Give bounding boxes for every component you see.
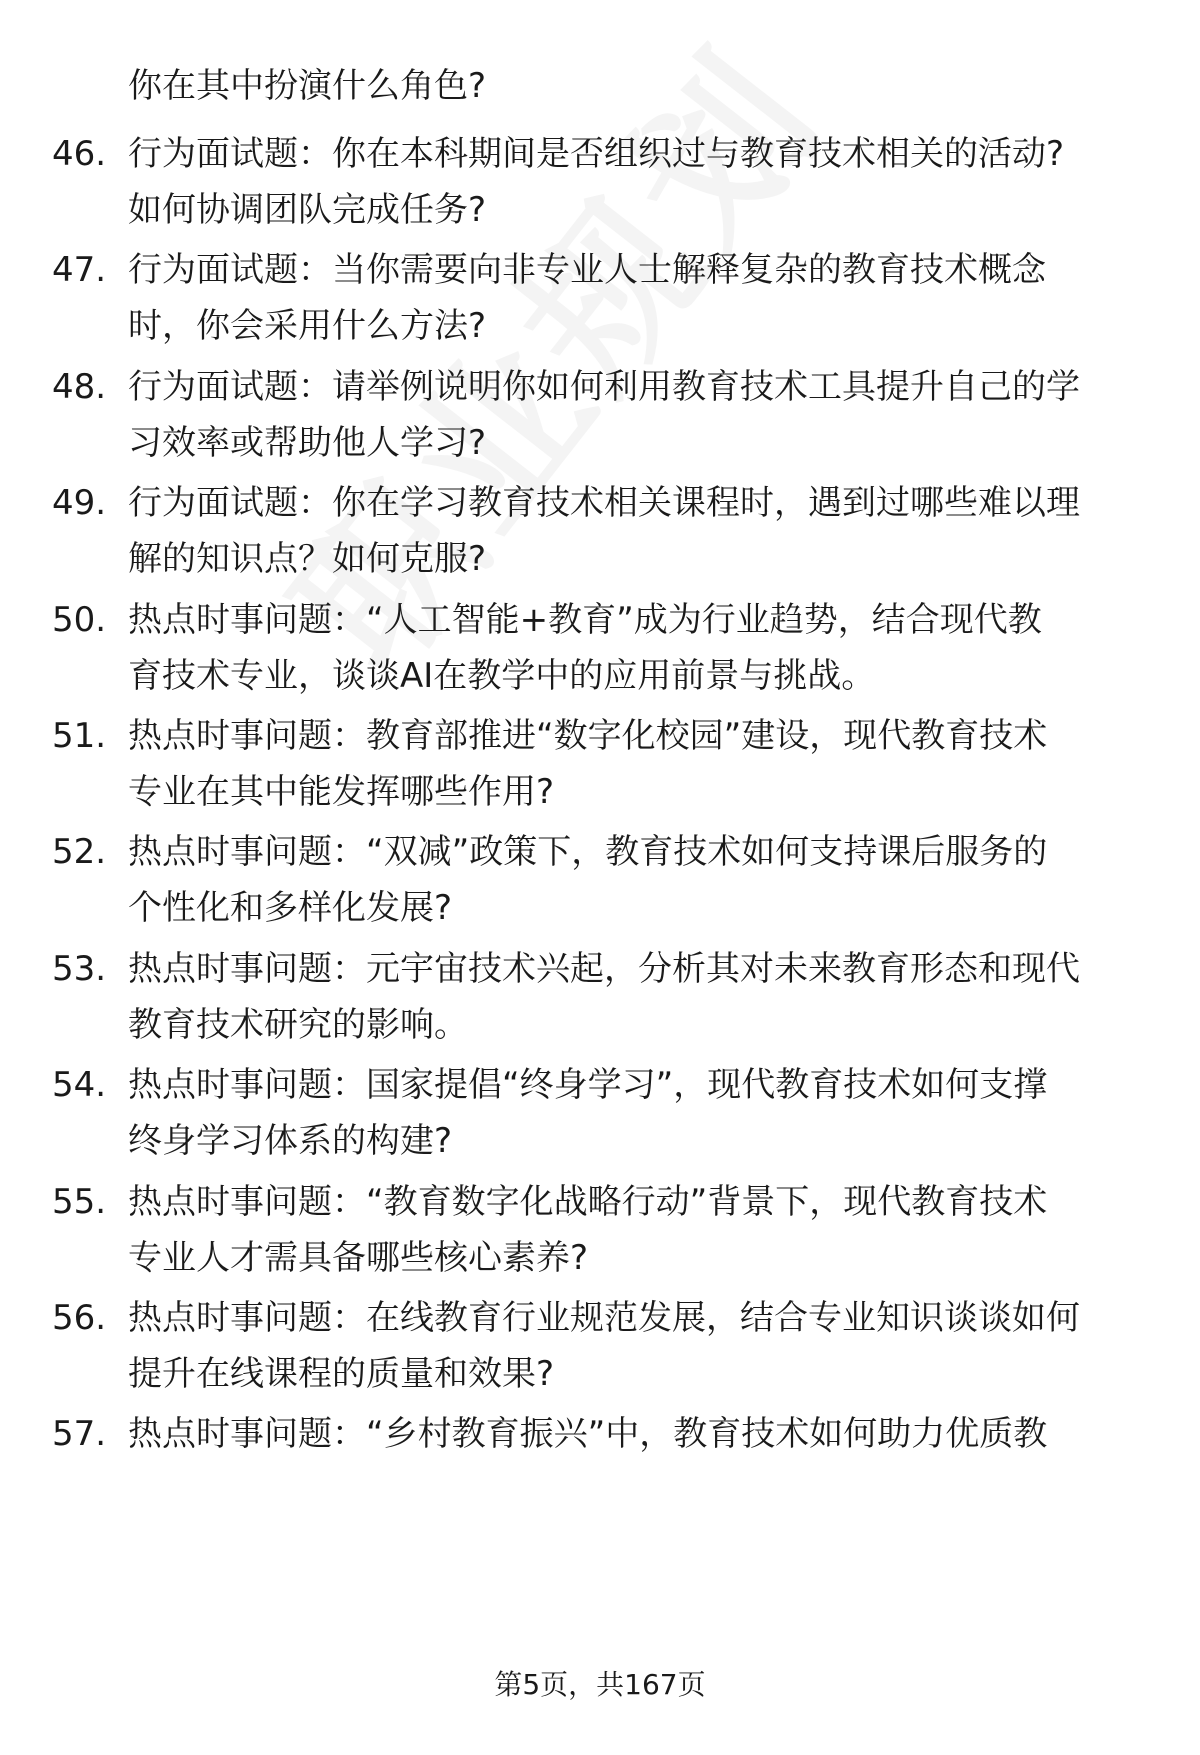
question-text	[128, 1174, 1158, 1286]
question-line: 热点时事问题：“双减”政策下，教育技术如何支持课后服务的	[128, 832, 1048, 872]
question-text	[128, 1290, 1158, 1402]
question-text	[128, 592, 1158, 704]
question-text	[128, 824, 1158, 936]
question-number: 54.	[52, 1065, 107, 1105]
question-line: 专业在其中能发挥哪些作用?	[128, 772, 555, 812]
question-item	[0, 359, 1200, 471]
question-line: 行为面试题：你在本科期间是否组织过与教育技术相关的活动?	[128, 134, 1065, 174]
question-number: 57.	[52, 1414, 107, 1454]
continuation-line: 你在其中扮演什么角色?	[128, 66, 487, 106]
question-line: 育技术专业，谈谈AI在教学中的应用前景与挑战。	[128, 656, 876, 696]
question-item	[0, 242, 1200, 354]
question-line: 专业人才需具备哪些核心素养?	[128, 1238, 589, 1278]
question-item	[0, 1057, 1200, 1169]
question-text	[128, 708, 1158, 820]
question-text	[128, 359, 1158, 471]
question-text	[128, 941, 1158, 1053]
question-number: 53.	[52, 949, 107, 989]
question-line: 热点时事问题：元宇宙技术兴起，分析其对未来教育形态和现代	[128, 949, 1080, 989]
question-item	[0, 941, 1200, 1053]
question-item	[0, 708, 1200, 820]
question-number: 55.	[52, 1182, 107, 1222]
question-text	[128, 126, 1158, 238]
question-text	[128, 242, 1158, 354]
question-item	[0, 475, 1200, 587]
question-line: 如何协调团队完成任务?	[128, 190, 487, 230]
question-number: 47.	[52, 250, 107, 290]
question-item	[0, 592, 1200, 704]
question-line: 热点时事问题：“人工智能+教育”成为行业趋势，结合现代教	[128, 600, 1042, 640]
question-line: 终身学习体系的构建?	[128, 1121, 453, 1161]
question-item	[0, 1406, 1200, 1518]
question-line: 习效率或帮助他人学习?	[128, 423, 487, 463]
question-line: 解的知识点？如何克服?	[128, 539, 487, 579]
question-line: 热点时事问题：“教育数字化战略行动”背景下，现代教育技术	[128, 1182, 1048, 1222]
question-line: 教育技术研究的影响。	[128, 1005, 468, 1045]
question-line: 时，你会采用什么方法?	[128, 306, 487, 346]
question-number: 50.	[52, 600, 107, 640]
question-number: 51.	[52, 716, 107, 756]
question-item	[0, 824, 1200, 936]
question-line: 热点时事问题：教育部推进“数字化校园”建设，现代教育技术	[128, 716, 1048, 756]
question-line: 热点时事问题：国家提倡“终身学习”，现代教育技术如何支撑	[128, 1065, 1048, 1105]
question-line: 热点时事问题：在线教育行业规范发展，结合专业知识谈谈如何	[128, 1298, 1080, 1338]
question-line: 行为面试题：请举例说明你如何利用教育技术工具提升自己的学	[128, 367, 1080, 407]
page-footer: 第5页，共167页	[494, 1668, 706, 1701]
question-line: 提升在线课程的质量和效果?	[128, 1354, 555, 1394]
question-line: 行为面试题：你在学习教育技术相关课程时，遇到过哪些难以理	[128, 483, 1080, 523]
question-line: 行为面试题：当你需要向非专业人士解释复杂的教育技术概念	[128, 250, 1046, 290]
question-number: 49.	[52, 483, 107, 523]
question-number: 46.	[52, 134, 107, 174]
question-line: 个性化和多样化发展?	[128, 888, 453, 928]
question-text	[128, 1406, 1158, 1462]
question-number: 56.	[52, 1298, 107, 1338]
question-line: 热点时事问题：“乡村教育振兴”中，教育技术如何助力优质教	[128, 1414, 1048, 1454]
question-item	[0, 1290, 1200, 1402]
question-item	[0, 126, 1200, 238]
question-number: 52.	[52, 832, 107, 872]
question-number: 48.	[52, 367, 107, 407]
question-item	[0, 1174, 1200, 1286]
question-text	[128, 1057, 1158, 1169]
question-text	[128, 475, 1158, 587]
